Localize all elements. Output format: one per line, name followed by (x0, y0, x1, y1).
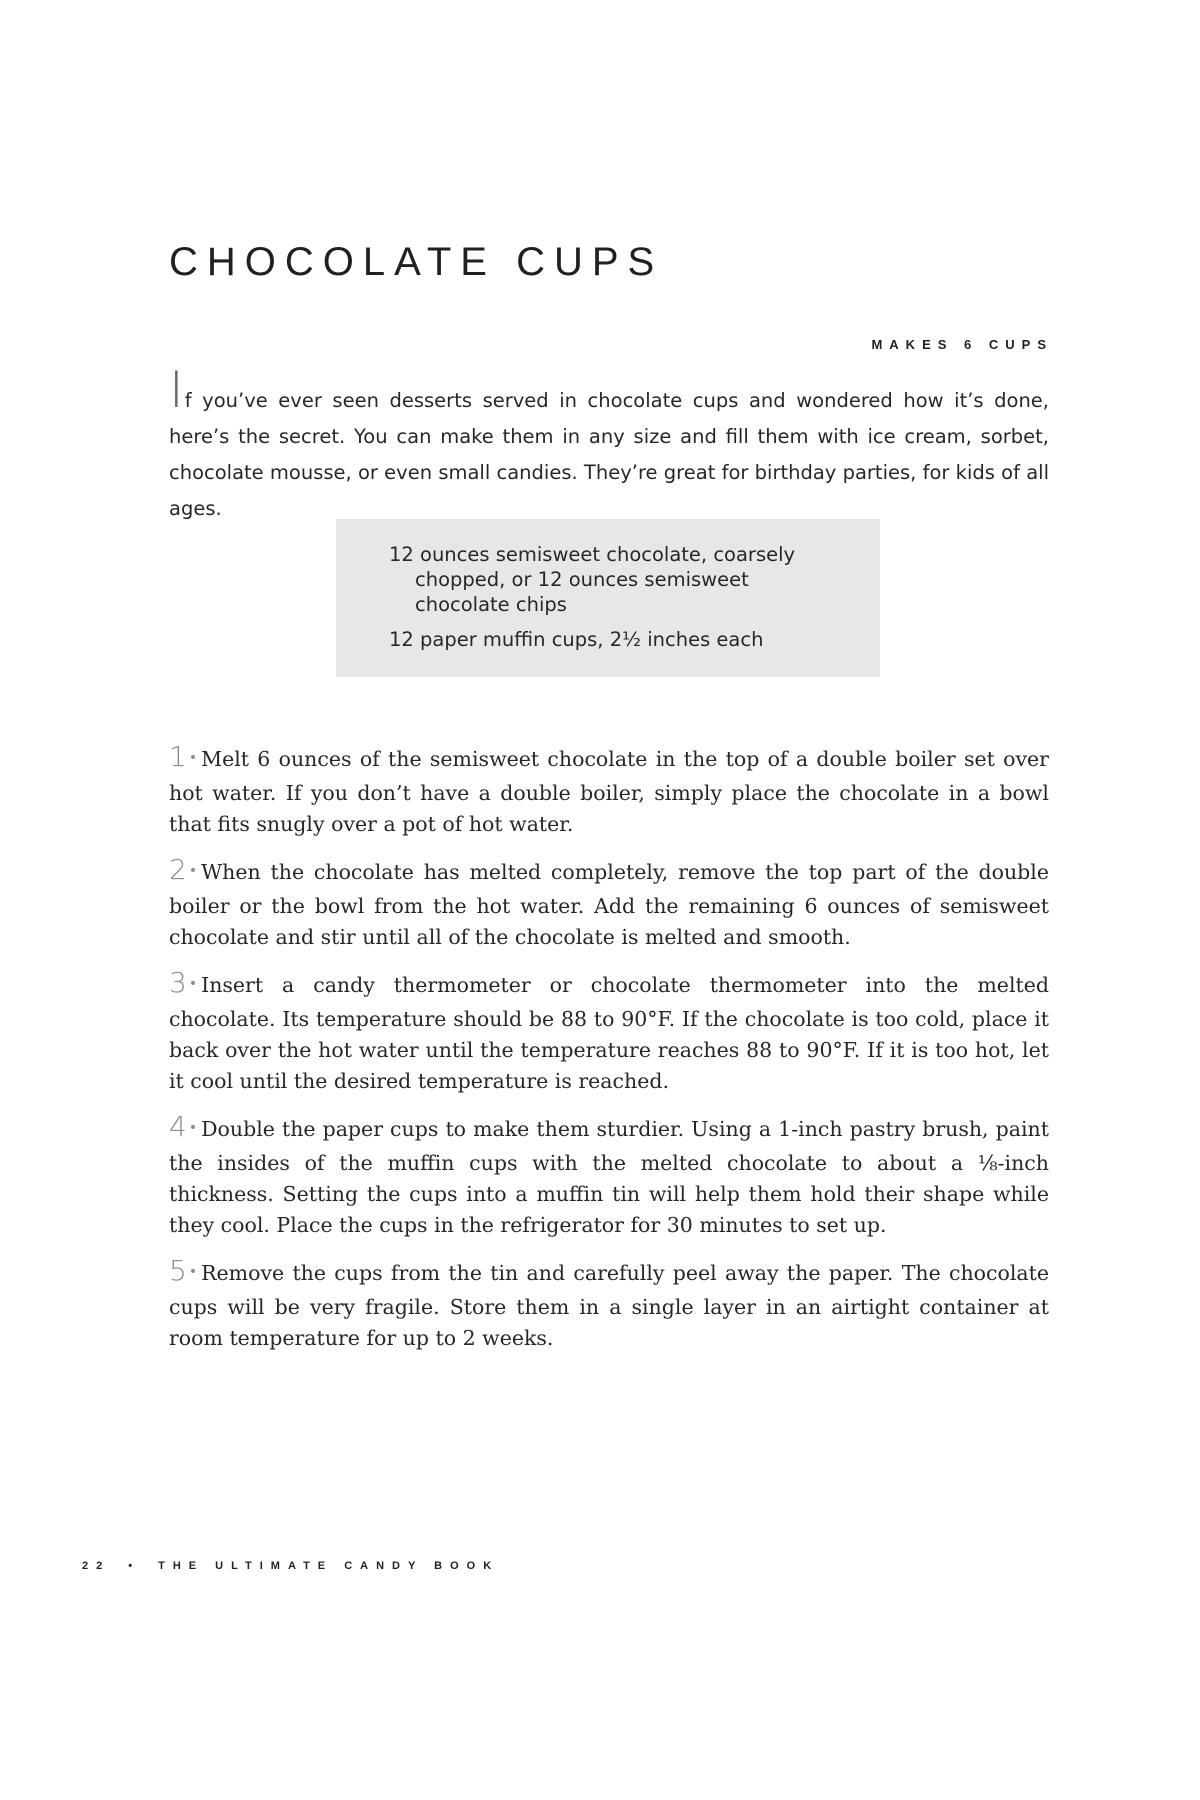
step-bullet-icon: • (188, 750, 198, 766)
page-footer (82, 1560, 517, 1572)
drop-cap: I (169, 361, 184, 419)
step-5 (169, 1255, 1049, 1354)
step-2 (169, 854, 1049, 953)
ingredient-item: 12 paper muffin cups, 2½ inches each (389, 628, 764, 651)
step-bullet-icon: • (188, 976, 198, 992)
step-number: 1 (169, 740, 187, 773)
page-title: CHOCOLATE CUPS (169, 240, 664, 284)
instructions (169, 741, 1049, 1368)
step-text: Double the paper cups to make them sturdier. Using a 1-inch pastry brush, paint the insides of the muffin cups with the melted chocolate to about a ⅛-inch thickness. Setting the cups into a muffin tin will help them hold their shape while they cool. Place the cups in the refrigerator for 30 minutes to set up. (169, 1117, 1049, 1237)
step-number: 3 (169, 966, 187, 999)
step-number: 4 (169, 1110, 187, 1143)
running-title: THE ULTIMATE CANDY BOOK (158, 1560, 500, 1572)
intro-paragraph (169, 361, 1049, 527)
step-bullet-icon: • (188, 863, 198, 879)
step-1 (169, 741, 1049, 840)
step-3 (169, 967, 1049, 1097)
step-number: 5 (169, 1254, 187, 1287)
step-number: 2 (169, 853, 187, 886)
step-text: Remove the cups from the tin and carefully peel away the paper. The chocolate cups will be very fragile. Store them in a single layer in an airtight container at room temperature for up to 2 weeks. (169, 1261, 1049, 1350)
ingredients-box (336, 519, 880, 677)
step-4 (169, 1111, 1049, 1241)
ingredient-item: 12 ounces semisweet chocolate, coarsely chopped, or 12 ounces semisweet chocolate chips (389, 543, 796, 616)
intro-text: f you’ve ever seen desserts served in chocolate cups and wondered how it’s done, here’s the secret. You can make them in any size and fill them with ice cream, sorbet, chocolate mousse, or even small candies. They’re great for birthday parties, for kids of all ages. (169, 389, 1049, 520)
footer-separator: • (128, 1560, 141, 1572)
page-number: 22 (82, 1560, 111, 1572)
step-bullet-icon: • (188, 1120, 198, 1136)
recipe-yield: MAKES 6 CUPS (871, 337, 1053, 352)
step-text: Melt 6 ounces of the semisweet chocolate in the top of a double boiler set over hot water. If you don’t have a double boiler, simply place the chocolate in a bowl that fits snugly over a pot of hot water. (169, 747, 1049, 836)
step-text: Insert a candy thermometer or chocolate thermometer into the melted chocolate. Its temperature should be 88 to 90°F. If the chocolate is too cold, place it back over the hot water until the temperature reaches 88 to 90°F. If it is too hot, let it cool until the desired temperature is reached. (169, 973, 1049, 1093)
step-text: When the chocolate has melted completely, remove the top part of the double boiler or the bowl from the hot water. Add the remaining 6 ounces of semisweet chocolate and stir until all of the chocolate is melted and smooth. (169, 860, 1049, 949)
step-bullet-icon: • (188, 1264, 198, 1280)
